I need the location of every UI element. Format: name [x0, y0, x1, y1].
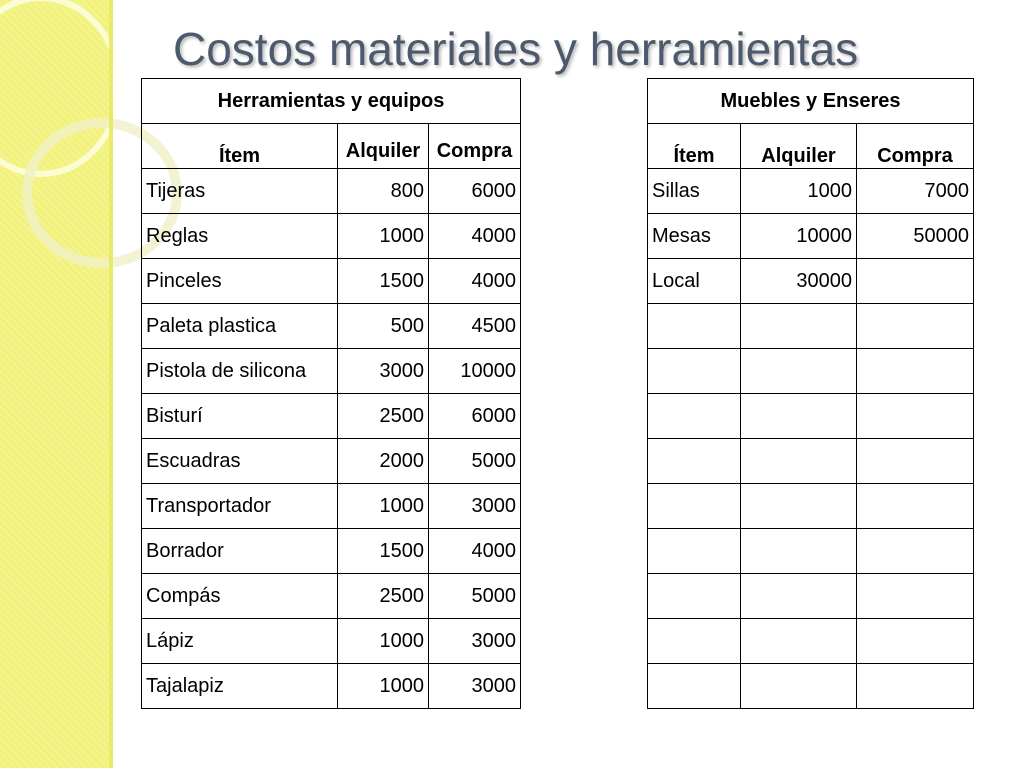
cell-rent: 1000 [338, 619, 429, 664]
cell-buy: 5000 [429, 574, 521, 619]
table-row [142, 484, 521, 529]
cell-rent: 2500 [338, 394, 429, 439]
tools-table-body [142, 169, 521, 709]
cell-buy: 4000 [429, 214, 521, 259]
cell-rent: 1000 [338, 214, 429, 259]
cell-rent [741, 574, 857, 619]
cell-item [648, 394, 741, 439]
table-row [142, 664, 521, 709]
table-row [142, 304, 521, 349]
cell-rent: 2500 [338, 574, 429, 619]
cell-rent [741, 304, 857, 349]
furniture-col-item: Ítem [648, 124, 741, 169]
tools-column-header-row [142, 124, 521, 169]
cell-rent [741, 619, 857, 664]
cell-item [648, 529, 741, 574]
cell-buy: 4000 [429, 529, 521, 574]
cell-item [648, 349, 741, 394]
cell-item: Local [648, 259, 741, 304]
cell-rent [741, 394, 857, 439]
cell-rent: 500 [338, 304, 429, 349]
tools-col-item: Ítem [142, 124, 338, 169]
cell-item [648, 439, 741, 484]
cell-buy: 5000 [429, 439, 521, 484]
cell-buy [857, 529, 974, 574]
cell-rent [741, 439, 857, 484]
cell-buy [857, 439, 974, 484]
cell-buy: 10000 [429, 349, 521, 394]
cell-buy [857, 304, 974, 349]
table-row [142, 529, 521, 574]
cell-item: Borrador [142, 529, 338, 574]
table-row [142, 439, 521, 484]
cell-item: Tijeras [142, 169, 338, 214]
table-row [648, 529, 974, 574]
decorative-side-band [0, 0, 113, 768]
cell-buy: 3000 [429, 664, 521, 709]
table-row [648, 619, 974, 664]
table-row [648, 169, 974, 214]
cell-item: Pistola de silicona [142, 349, 338, 394]
cell-buy [857, 394, 974, 439]
cell-item: Compás [142, 574, 338, 619]
furniture-group-header: Muebles y Enseres [648, 79, 974, 124]
cell-item: Reglas [142, 214, 338, 259]
furniture-table-body [648, 169, 974, 709]
table-row [648, 304, 974, 349]
tools-col-buy: Compra [429, 124, 521, 169]
cell-rent: 1500 [338, 529, 429, 574]
cell-rent: 800 [338, 169, 429, 214]
table-row [648, 214, 974, 259]
cell-item: Transportador [142, 484, 338, 529]
cell-buy [857, 484, 974, 529]
tools-group-header: Herramientas y equipos [142, 79, 521, 124]
tools-group-header-row [142, 79, 521, 124]
cell-buy: 6000 [429, 169, 521, 214]
furniture-col-rent: Alquiler [741, 124, 857, 169]
cell-item: Pinceles [142, 259, 338, 304]
table-row [648, 394, 974, 439]
cell-item: Lápiz [142, 619, 338, 664]
table-row [142, 214, 521, 259]
cell-rent: 10000 [741, 214, 857, 259]
slide-title: Costos materiales y herramientas [173, 23, 859, 75]
cell-buy [857, 664, 974, 709]
tools-table [141, 78, 521, 709]
table-row [142, 394, 521, 439]
cell-rent [741, 484, 857, 529]
cell-item: Escuadras [142, 439, 338, 484]
cell-buy: 4000 [429, 259, 521, 304]
table-row [142, 259, 521, 304]
cell-buy [857, 574, 974, 619]
furniture-table [647, 78, 974, 709]
cell-item [648, 619, 741, 664]
cell-rent: 1000 [338, 664, 429, 709]
cell-item [648, 574, 741, 619]
cell-rent [741, 664, 857, 709]
table-row [142, 574, 521, 619]
table-row [142, 169, 521, 214]
cell-rent: 3000 [338, 349, 429, 394]
cell-item: Bisturí [142, 394, 338, 439]
cell-buy [857, 349, 974, 394]
tools-col-rent: Alquiler [338, 124, 429, 169]
cell-item [648, 664, 741, 709]
table-row [648, 484, 974, 529]
cell-item [648, 304, 741, 349]
table-row [648, 349, 974, 394]
cell-rent [741, 349, 857, 394]
table-row [648, 439, 974, 484]
table-row [142, 619, 521, 664]
cell-item: Paleta plastica [142, 304, 338, 349]
cell-rent [741, 529, 857, 574]
furniture-column-header-row [648, 124, 974, 169]
table-row [648, 574, 974, 619]
cell-rent: 2000 [338, 439, 429, 484]
furniture-col-buy: Compra [857, 124, 974, 169]
table-row [648, 664, 974, 709]
cell-rent: 1000 [338, 484, 429, 529]
cell-buy [857, 259, 974, 304]
furniture-group-header-row [648, 79, 974, 124]
cell-item: Tajalapiz [142, 664, 338, 709]
cell-item [648, 484, 741, 529]
cell-rent: 30000 [741, 259, 857, 304]
cell-buy: 4500 [429, 304, 521, 349]
cell-buy [857, 619, 974, 664]
cell-buy: 3000 [429, 619, 521, 664]
table-row [142, 349, 521, 394]
cell-rent: 1000 [741, 169, 857, 214]
cell-buy: 7000 [857, 169, 974, 214]
cell-item: Mesas [648, 214, 741, 259]
table-row [648, 259, 974, 304]
cell-buy: 6000 [429, 394, 521, 439]
cell-rent: 1500 [338, 259, 429, 304]
cell-item: Sillas [648, 169, 741, 214]
cell-buy: 50000 [857, 214, 974, 259]
cell-buy: 3000 [429, 484, 521, 529]
